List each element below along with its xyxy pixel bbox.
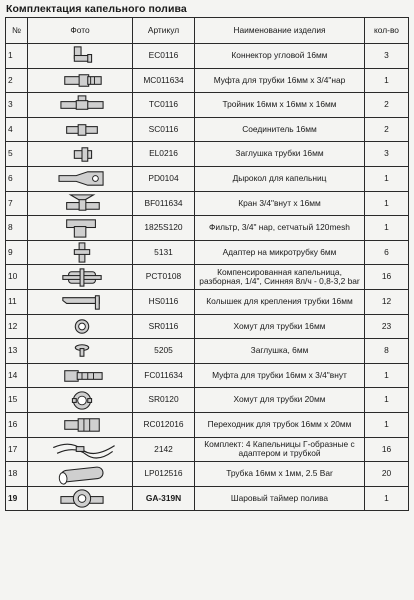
table-row <box>6 142 409 167</box>
row-article: SR0120 <box>133 388 195 413</box>
row-number: 9 <box>6 240 28 265</box>
row-photo <box>28 265 133 290</box>
stake-icon <box>30 290 134 313</box>
row-number: 8 <box>6 216 28 241</box>
table-row <box>6 216 409 241</box>
row-number: 12 <box>6 314 28 339</box>
table-header-row <box>6 18 409 44</box>
row-qty: 2 <box>365 93 409 118</box>
row-name: Адаптер на микротрубку 6мм <box>195 240 365 265</box>
row-photo <box>28 437 133 462</box>
row-article: EL0216 <box>133 142 195 167</box>
row-qty: 1 <box>365 486 409 511</box>
row-qty: 23 <box>365 314 409 339</box>
row-name: Муфта для трубки 16мм х 3/4"нар <box>195 68 365 93</box>
row-photo <box>28 117 133 142</box>
row-article: MC011634 <box>133 68 195 93</box>
row-qty: 12 <box>365 289 409 314</box>
header-num: № <box>6 18 28 44</box>
table-row <box>6 412 409 437</box>
table-row <box>6 93 409 118</box>
row-name: Шаровый таймер полива <box>195 486 365 511</box>
row-number: 15 <box>6 388 28 413</box>
row-qty: 1 <box>365 216 409 241</box>
document-title: Комплектация капельного полива <box>6 3 187 15</box>
row-number: 11 <box>6 289 28 314</box>
table-row <box>6 486 409 511</box>
table-row <box>6 265 409 290</box>
row-name: Муфта для трубки 16мм х 3/4"внут <box>195 363 365 388</box>
row-article: TC0116 <box>133 93 195 118</box>
row-number: 5 <box>6 142 28 167</box>
row-qty: 16 <box>365 437 409 462</box>
row-qty: 2 <box>365 117 409 142</box>
micro-adapter-icon <box>30 241 134 264</box>
row-qty: 6 <box>365 240 409 265</box>
row-number: 4 <box>6 117 28 142</box>
row-photo <box>28 142 133 167</box>
row-article: RC012016 <box>133 412 195 437</box>
row-name: Кран 3/4"внут х 16мм <box>195 191 365 216</box>
row-name: Компенсированная капельница, разборная, 1/4", Синняя 8л/ч - 0,8-3,2 bar <box>195 265 365 290</box>
table-row <box>6 314 409 339</box>
row-number: 7 <box>6 191 28 216</box>
row-number: 2 <box>6 68 28 93</box>
row-article: EC0116 <box>133 44 195 69</box>
row-name: Переходник для трубок 16мм х 20мм <box>195 412 365 437</box>
header-qty: кол-во <box>365 18 409 44</box>
row-qty: 1 <box>365 363 409 388</box>
row-article: HS0116 <box>133 289 195 314</box>
row-name: Трубка 16мм х 1мм, 2.5 Bar <box>195 462 365 487</box>
row-qty: 8 <box>365 339 409 364</box>
row-name: Колышек для крепления трубки 16мм <box>195 289 365 314</box>
row-article: 5205 <box>133 339 195 364</box>
row-qty: 1 <box>365 166 409 191</box>
row-article: SC0116 <box>133 117 195 142</box>
row-article: 1825S120 <box>133 216 195 241</box>
row-number: 18 <box>6 462 28 487</box>
row-article: PCT0108 <box>133 265 195 290</box>
row-photo <box>28 486 133 511</box>
row-photo <box>28 216 133 241</box>
row-name: Заглушка, 6мм <box>195 339 365 364</box>
table-row <box>6 68 409 93</box>
row-name: Заглушка трубки 16мм <box>195 142 365 167</box>
reducer-icon <box>30 413 134 436</box>
row-qty: 20 <box>365 462 409 487</box>
row-name: Тройник 16мм х 16мм х 16мм <box>195 93 365 118</box>
table-row <box>6 462 409 487</box>
straight-connector-icon <box>30 118 134 141</box>
table-row <box>6 388 409 413</box>
clamp-large-icon <box>30 389 134 412</box>
tube-icon <box>30 462 134 485</box>
row-photo <box>28 388 133 413</box>
row-photo <box>28 240 133 265</box>
row-photo <box>28 363 133 388</box>
table-row <box>6 240 409 265</box>
row-number: 3 <box>6 93 28 118</box>
row-name: Хомут для трубки 16мм <box>195 314 365 339</box>
timer-icon <box>30 487 134 510</box>
table-row <box>6 363 409 388</box>
dripper-kit-icon <box>30 438 134 461</box>
row-number: 17 <box>6 437 28 462</box>
row-photo <box>28 314 133 339</box>
table-row <box>6 44 409 69</box>
row-qty: 1 <box>365 191 409 216</box>
table-row <box>6 166 409 191</box>
row-qty: 3 <box>365 44 409 69</box>
row-article: GA-319N <box>133 486 195 511</box>
row-name: Фильтр, 3/4" нар, сетчатый 120mesh <box>195 216 365 241</box>
row-article: PD0104 <box>133 166 195 191</box>
row-photo <box>28 68 133 93</box>
table-row <box>6 289 409 314</box>
row-photo <box>28 412 133 437</box>
row-qty: 3 <box>365 142 409 167</box>
row-article: LP012516 <box>133 462 195 487</box>
row-photo <box>28 93 133 118</box>
row-name: Дырокол для капельниц <box>195 166 365 191</box>
row-number: 14 <box>6 363 28 388</box>
header-photo: Фото <box>28 18 133 44</box>
row-photo <box>28 191 133 216</box>
row-name: Хомут для трубки 20мм <box>195 388 365 413</box>
row-photo <box>28 289 133 314</box>
male-coupling-icon <box>30 69 134 92</box>
row-number: 19 <box>6 486 28 511</box>
row-photo <box>28 339 133 364</box>
row-number: 10 <box>6 265 28 290</box>
dripper-icon <box>30 266 134 289</box>
row-name: Соединитель 16мм <box>195 117 365 142</box>
row-number: 13 <box>6 339 28 364</box>
row-qty: 1 <box>365 68 409 93</box>
row-article: 2142 <box>133 437 195 462</box>
row-article: BF011634 <box>133 191 195 216</box>
row-qty: 16 <box>365 265 409 290</box>
row-photo <box>28 166 133 191</box>
end-plug-icon <box>30 143 134 166</box>
header-name: Наименование изделия <box>195 18 365 44</box>
row-photo <box>28 462 133 487</box>
filter-icon <box>30 216 134 239</box>
row-number: 1 <box>6 44 28 69</box>
hole-punch-icon <box>30 167 134 190</box>
table-row <box>6 437 409 462</box>
header-article: Артикул <box>133 18 195 44</box>
row-article: FC011634 <box>133 363 195 388</box>
row-number: 16 <box>6 412 28 437</box>
table-row <box>6 339 409 364</box>
row-qty: 1 <box>365 388 409 413</box>
row-name: Коннектор угловой 16мм <box>195 44 365 69</box>
row-name: Комплект: 4 Капельницы Г-образные с адаптером и трубкой <box>195 437 365 462</box>
row-photo <box>28 44 133 69</box>
table-row <box>6 117 409 142</box>
elbow-connector-icon <box>30 44 134 67</box>
row-article: SR0116 <box>133 314 195 339</box>
row-number: 6 <box>6 166 28 191</box>
clamp-small-icon <box>30 315 134 338</box>
row-article: 5131 <box>133 240 195 265</box>
row-qty: 1 <box>365 412 409 437</box>
tee-connector-icon <box>30 93 134 116</box>
table-row <box>6 191 409 216</box>
parts-table <box>5 17 409 511</box>
female-coupling-icon <box>30 364 134 387</box>
goof-plug-icon <box>30 339 134 362</box>
valve-icon <box>30 192 134 215</box>
